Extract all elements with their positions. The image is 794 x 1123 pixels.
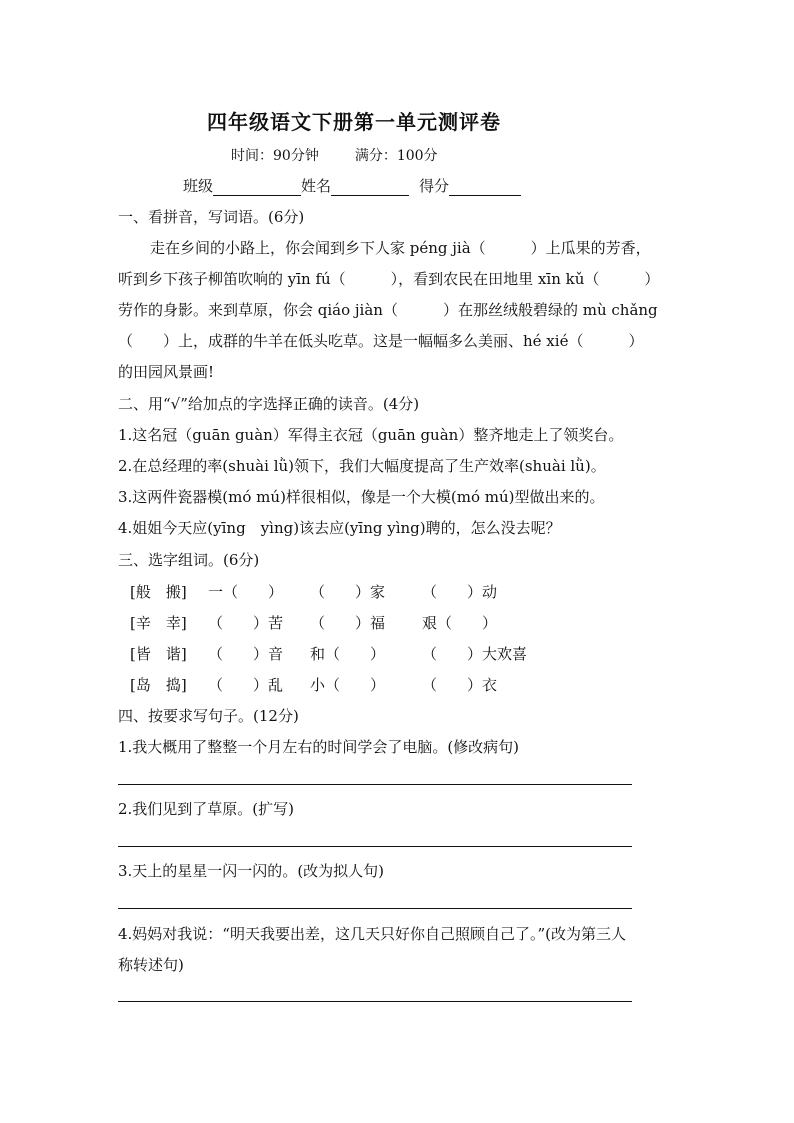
answer-line[interactable] xyxy=(118,908,632,909)
section2-item: 1.这名冠（guān guàn）军得主衣冠（guān guàn）整齐地走上了领奖台。 xyxy=(118,426,624,444)
character-pair: [岛 捣] xyxy=(130,676,187,694)
word-blank: （ ）福 xyxy=(310,614,386,632)
section4-item: 1.我大概用了整整一个月左右的时间学会了电脑。(修改病句) xyxy=(118,738,520,756)
section2-item: 3.这两件瓷器模(mó mú)样很相似，像是一个大模(mó mú)型做出来的。 xyxy=(118,488,605,506)
section4-item: 称转述句) xyxy=(118,956,184,974)
word-blank: （ ）苦 xyxy=(208,614,284,632)
section1-line: 听到乡下孩子柳笛吹响的 yīn fú（ ），看到农民在田地里 xīn kǔ（ ） xyxy=(118,270,660,288)
word-blank: 一（ ） xyxy=(208,583,284,601)
section2-heading: 二、用“√”给加点的字选择正确的读音。(4分) xyxy=(118,395,420,413)
total-score-label: 满分：100分 xyxy=(354,148,438,164)
character-pair: [辛 幸] xyxy=(130,614,187,632)
word-blank: （ ）家 xyxy=(310,583,386,601)
section3-heading: 三、选字组词。(6分) xyxy=(118,551,260,569)
word-blank: （ ）乱 xyxy=(208,676,284,694)
class-label: 班级 xyxy=(183,177,214,195)
student-info xyxy=(183,175,521,196)
page-title: 四年级语文下册第一单元测评卷 xyxy=(207,110,501,134)
score-blank[interactable] xyxy=(449,179,521,196)
section1-line: 的田园风景画! xyxy=(118,363,215,381)
word-blank: 和（ ） xyxy=(310,645,386,663)
character-pair: [般 搬] xyxy=(130,583,187,601)
word-blank: （ ）音 xyxy=(208,645,284,663)
section4-item: 2.我们见到了草原。(扩写) xyxy=(118,800,295,818)
class-blank[interactable] xyxy=(213,179,301,196)
section2-item: 4.姐姐今天应(yīng yìng)该去应(yīng yìng)聘的，怎么没去呢？ xyxy=(118,519,561,537)
answer-line[interactable] xyxy=(118,846,632,847)
word-blank: 小（ ） xyxy=(310,676,386,694)
word-blank: （ ）大欢喜 xyxy=(422,645,528,663)
section1-line: （ ）上，成群的牛羊在低头吃草。这是一幅幅多么美丽、hé xié（ ） xyxy=(118,332,644,350)
section1-line: 劳作的身影。来到草原，你会 qiáo jiàn（ ）在那丝绒般碧绿的 mù chǎng xyxy=(118,301,658,319)
name-label: 姓名 xyxy=(301,177,332,195)
word-blank: （ ）衣 xyxy=(422,676,498,694)
exam-meta xyxy=(231,145,438,165)
score-label: 得分 xyxy=(419,177,450,195)
section2-item: 2.在总经理的率(shuài lǜ)领下，我们大幅度提高了生产效率(shuài lǜ)。 xyxy=(118,457,606,475)
section1-line: 走在乡间的小路上，你会闻到乡下人家 péng jià（ ）上瓜果的芳香， xyxy=(150,239,651,257)
section4-item: 3.天上的星星一闪一闪的。(改为拟人句) xyxy=(118,862,385,880)
answer-line[interactable] xyxy=(118,1001,632,1002)
word-blank: 艰（ ） xyxy=(422,614,498,632)
section4-heading: 四、按要求写句子。(12分) xyxy=(118,707,299,725)
section1-heading: 一、看拼音，写词语。(6分) xyxy=(118,208,305,226)
time-label: 时间：90分钟 xyxy=(231,148,319,164)
name-blank[interactable] xyxy=(331,179,409,196)
character-pair: [皆 谐] xyxy=(130,645,187,663)
answer-line[interactable] xyxy=(118,784,632,785)
section4-item: 4.妈妈对我说：“明天我要出差，这几天只好你自己照顾自己了。”(改为第三人 xyxy=(118,925,627,943)
word-blank: （ ）动 xyxy=(422,583,498,601)
